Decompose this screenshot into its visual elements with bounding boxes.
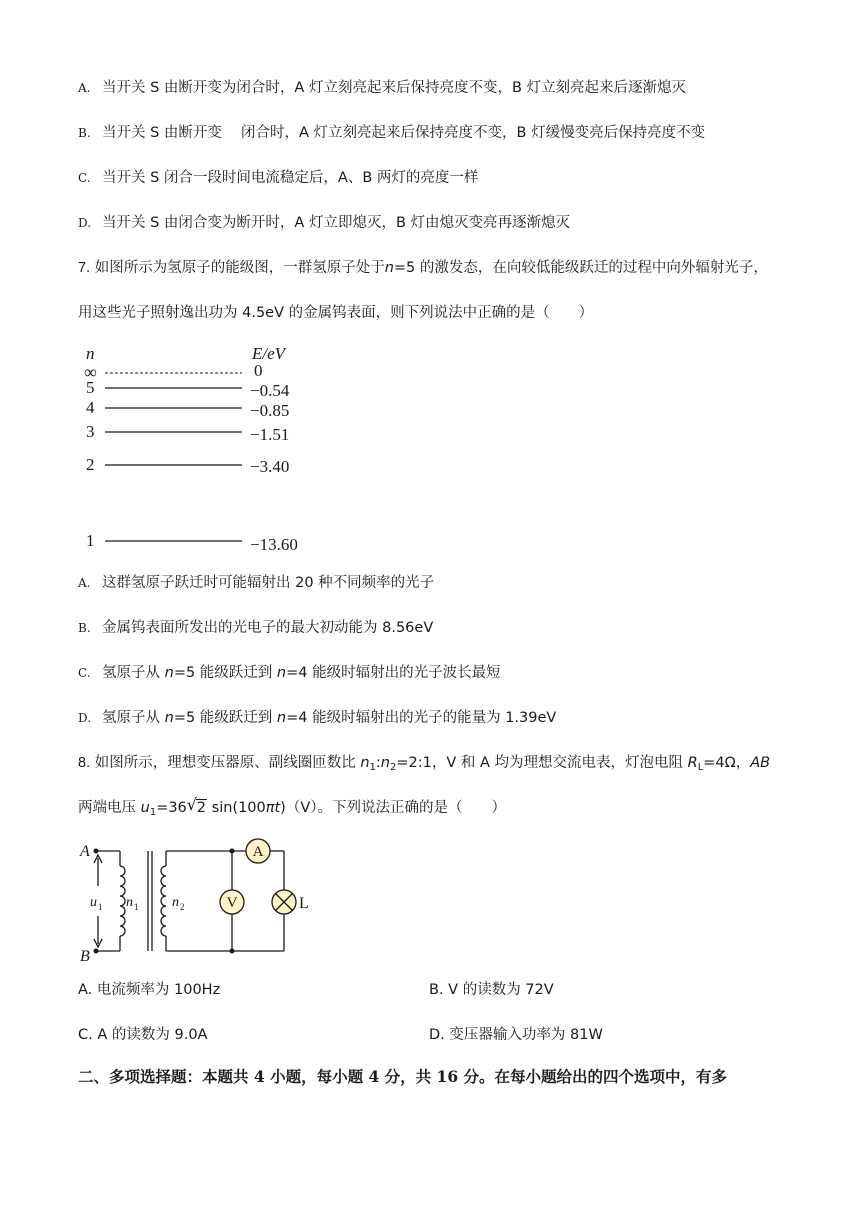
- level-n-label: 5: [86, 378, 95, 397]
- q7-stem-line-1: [78, 258, 768, 278]
- option-text: 氢原子从: [102, 665, 165, 681]
- option-text: 当开关 S 由断开变 闭合时，A 灯立刻亮起来后保持亮度不变，B 灯缓慢变亮后保持亮度不变: [102, 125, 706, 141]
- q8-stem-line-2: [78, 795, 506, 823]
- option-label: D.: [78, 216, 92, 230]
- q7-stem-line-2: [78, 303, 593, 323]
- level-energy-label: −0.54: [250, 381, 290, 400]
- option-text: =5 能级跃迁到: [173, 665, 277, 681]
- q8-stem-line-1: [78, 753, 770, 778]
- q8-option-b: [429, 980, 554, 1000]
- option-text: 电流频率为 100Hz: [96, 982, 221, 998]
- option-label: B.: [78, 126, 91, 140]
- q8-option-d: [429, 1025, 603, 1045]
- sqrt-symbol: √ 2: [186, 795, 207, 816]
- variable-n1: n: [360, 755, 370, 771]
- subscript: 2: [389, 762, 397, 773]
- q8-option-a: [78, 980, 220, 1000]
- option-text: =4 能级时辐射出的光子波长最短: [286, 665, 501, 681]
- option-label: A.: [78, 982, 93, 998]
- ammeter-label: A: [252, 844, 264, 860]
- variable-n: n: [276, 665, 287, 681]
- n1-subscript: 1: [134, 902, 139, 912]
- level-n-label: 3: [86, 422, 95, 441]
- u1-subscript: 1: [98, 902, 103, 912]
- terminal-b-label: B: [80, 948, 90, 965]
- option-text: 氢原子从: [102, 710, 165, 726]
- terminal-a-label: A: [80, 843, 90, 860]
- option-label: A.: [78, 576, 91, 590]
- subscript: L: [697, 762, 704, 773]
- voltmeter-symbol: [220, 890, 244, 914]
- option-label: C.: [78, 1027, 93, 1043]
- question-number: 7.: [78, 260, 91, 276]
- energy-level-diagram: [78, 340, 318, 556]
- n2-subscript: 2: [180, 902, 185, 912]
- q6-option-c: [78, 168, 478, 188]
- n-axis-label: n: [86, 344, 95, 363]
- section-2-heading: 二、多项选择题：本题共 4 小题，每小题 4 分，共 16 分。在每小题给出的四个选项中，有多: [78, 1067, 728, 1086]
- stem-text: 用这些光子照射逸出功为 4.5eV 的金属钨表面，则下列说法中正确的是（ ）: [78, 305, 594, 321]
- option-text: V 的读数为 72V: [448, 982, 554, 998]
- option-label: A.: [78, 81, 91, 95]
- q8-option-c: [78, 1025, 207, 1045]
- stem-text: 两端电压: [78, 800, 141, 816]
- q7-option-d: [78, 708, 556, 728]
- level-energy-label: −13.60: [250, 535, 298, 554]
- voltmeter-label: V: [226, 895, 238, 911]
- level-n-label: ∞: [84, 362, 97, 382]
- variable-u1: u: [140, 800, 150, 816]
- lamp-symbol: [272, 890, 309, 914]
- u1-label: u: [90, 895, 97, 910]
- stem-text: )（V）。下列说法正确的是（ ）: [280, 800, 506, 816]
- stem-text: 如图所示为氢原子的能级图，一群氢原子处于: [94, 260, 385, 276]
- level-energy-label: −1.51: [250, 425, 290, 444]
- option-text: 金属钨表面所发出的光电子的最大初动能为 8.56eV: [102, 620, 434, 636]
- q7-option-c: [78, 663, 501, 683]
- variable-n: n: [384, 260, 394, 276]
- level-n-label: 4: [86, 398, 95, 417]
- stem-text: sin(100: [207, 800, 266, 816]
- lamp-label: L: [299, 895, 309, 912]
- option-label: C.: [78, 171, 91, 185]
- q7-option-b: [78, 618, 433, 638]
- stem-text: =2:1，V 和 A 均为理想交流电表，灯泡电阻: [396, 755, 688, 771]
- option-text: 当开关 S 由闭合变为断开时，A 灯立即熄灭，B 灯由熄灭变亮再逐渐熄灭: [102, 215, 571, 231]
- option-label: D.: [78, 711, 92, 725]
- variable-ab: AB: [750, 755, 771, 771]
- option-text: 变压器输入功率为 81W: [449, 1027, 603, 1043]
- level-energy-label: 0: [254, 361, 263, 380]
- option-label: B.: [78, 621, 91, 635]
- option-label: C.: [78, 666, 91, 680]
- energy-axis-label: E/eV: [252, 344, 286, 363]
- stem-text: =4Ω，: [703, 755, 751, 771]
- q6-option-d: [78, 213, 570, 233]
- option-text: 这群氢原子跃迁时可能辐射出 20 种不同频率的光子: [102, 575, 435, 591]
- q6-option-b: [78, 123, 705, 143]
- stem-text: =36: [156, 800, 187, 816]
- option-label: B.: [429, 982, 444, 998]
- option-text: 当开关 S 闭合一段时间电流稳定后，A、B 两灯的亮度一样: [102, 170, 479, 186]
- variable-n: n: [276, 710, 287, 726]
- n2-label: n: [172, 895, 179, 910]
- question-number: 8.: [78, 755, 91, 771]
- level-n-label: 2: [86, 455, 95, 474]
- level-n-label: 1: [86, 531, 95, 550]
- variable-n: n: [164, 710, 174, 726]
- subscript: 1: [369, 762, 376, 773]
- level-energy-label: −0.85: [250, 401, 290, 420]
- option-text: =4 能级时辐射出的光子的能量为 1.39eV: [286, 710, 557, 726]
- option-text: =5 能级跃迁到: [173, 710, 277, 726]
- ammeter-symbol: [246, 839, 270, 863]
- subscript: 1: [149, 807, 157, 818]
- stem-text: :: [375, 755, 381, 771]
- transformer-circuit-diagram: [74, 836, 324, 966]
- variable-r: R: [687, 755, 698, 771]
- variable-pi: π: [265, 800, 275, 816]
- sqrt-argument: 2: [196, 800, 207, 816]
- stem-text: 如图所示，理想变压器原、副线圈匝数比: [94, 755, 361, 771]
- q6-option-a: [78, 78, 686, 98]
- n1-label: n: [126, 895, 133, 910]
- option-label: D.: [429, 1027, 445, 1043]
- variable-t: t: [274, 800, 281, 816]
- stem-text: =5 的激发态，在向较低能级跃迁的过程中向外辐射光子，: [393, 260, 768, 276]
- level-energy-label: −3.40: [250, 457, 290, 476]
- variable-n2: n: [380, 755, 390, 771]
- variable-n: n: [164, 665, 174, 681]
- option-text: 当开关 S 由断开变为闭合时，A 灯立刻亮起来后保持亮度不变，B 灯立刻亮起来后逐渐熄灭: [102, 80, 687, 96]
- option-text: A 的读数为 9.0A: [97, 1027, 208, 1043]
- q7-option-a: [78, 573, 434, 593]
